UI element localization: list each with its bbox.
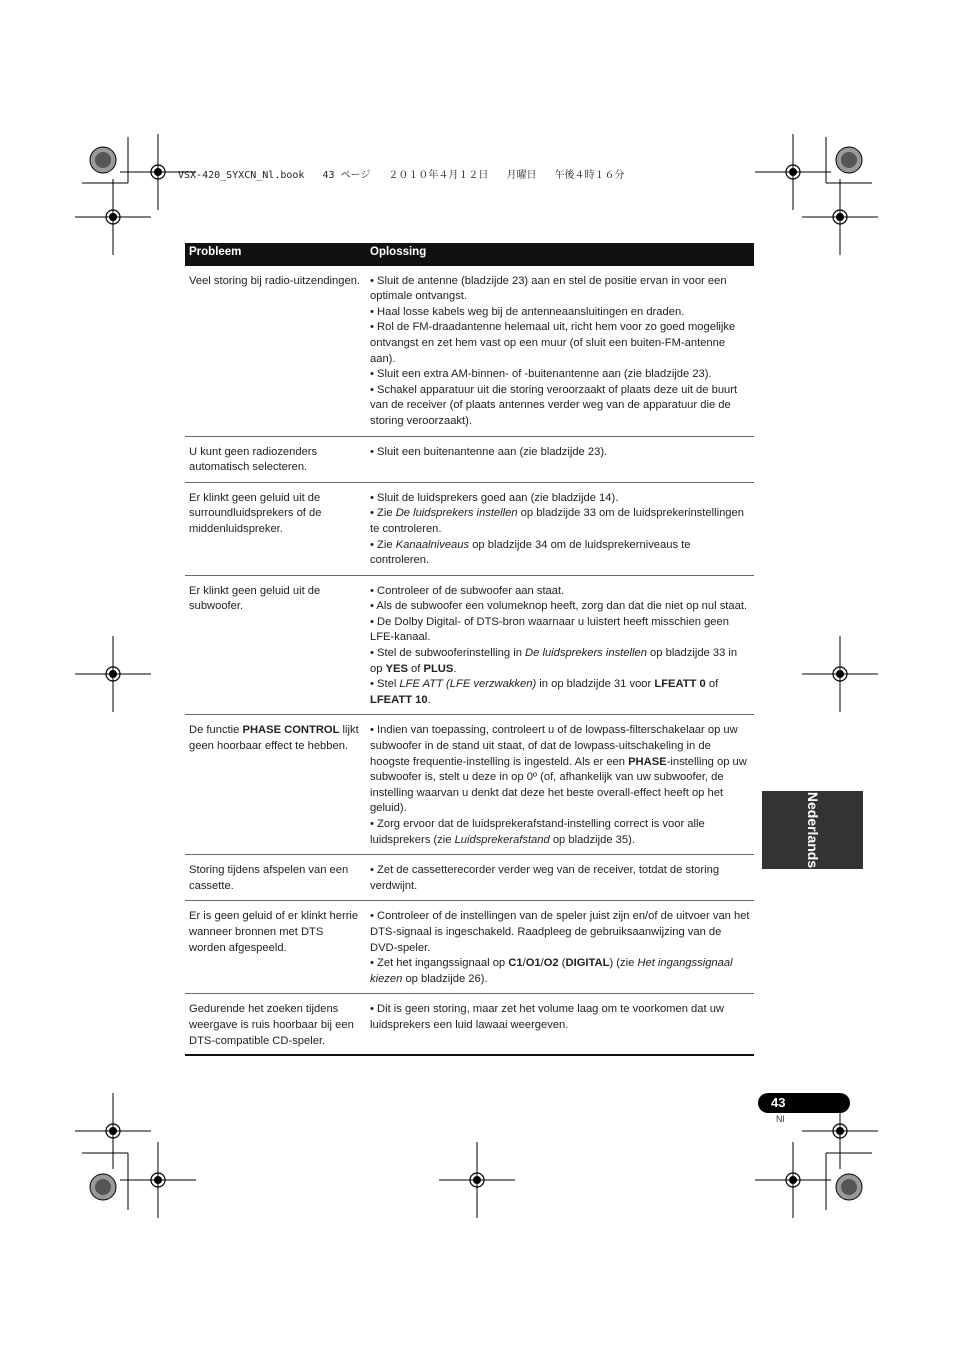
table-row	[185, 575, 754, 715]
solution-item: • Sluit een buitenantenne aan (zie bladzijde 23).	[370, 445, 608, 458]
solution-cell	[366, 994, 754, 1055]
problem-cell: U kunt geen radiozenders automatisch selecteren.	[185, 436, 366, 482]
crosshair-icon	[802, 179, 878, 255]
solution-item: • Controleer of de subwoofer aan staat.	[370, 584, 565, 597]
table-row	[185, 482, 754, 575]
problem-cell: De functie PHASE CONTROL lijkt geen hoorbaar effect te hebben.	[185, 715, 366, 855]
table-row	[185, 855, 754, 901]
solution-item: • Sluit de luidsprekers goed aan (zie bladzijde 14).	[370, 491, 619, 504]
solution-item: • Schakel apparatuur uit die storing veroorzaakt of plaats deze uit de buurt van de receiver (of plaats antennes verder weg van de apparatuur die de storing veroorzaakt).	[370, 383, 738, 427]
solution-cell	[366, 715, 754, 855]
solution-cell	[366, 482, 754, 575]
crosshair-icon	[75, 1093, 151, 1169]
star-target-icon	[836, 1174, 862, 1200]
column-header-problem: Probleem	[185, 243, 366, 266]
crosshair-icon	[75, 179, 151, 255]
solution-cell	[366, 855, 754, 901]
crosshair-icon	[439, 1142, 515, 1218]
solution-cell	[366, 266, 754, 436]
column-header-solution: Oplossing	[366, 243, 754, 266]
page-number: 43	[771, 1095, 786, 1110]
solution-cell	[366, 436, 754, 482]
table-row	[185, 994, 754, 1055]
solution-cell	[366, 901, 754, 994]
star-target-icon	[836, 147, 862, 173]
star-target-icon	[90, 147, 116, 173]
crosshair-icon	[755, 134, 831, 210]
solution-item: • Zorg ervoor dat de luidsprekerafstand-instelling correct is voor alle luidsprekers (zie Luidsprekerafstand op bladzijde 35).	[370, 818, 705, 846]
table-row	[185, 901, 754, 994]
crosshair-icon	[120, 1142, 196, 1218]
solution-item: • Als de subwoofer een volumeknop heeft, zorg dan dat die niet op nul staat.	[370, 600, 748, 613]
problem-cell: Er klinkt geen geluid uit de surroundluidsprekers of de middenluidspreker.	[185, 482, 366, 575]
solution-item: • Stel de subwooferinstelling in De luidsprekers instellen op bladzijde 33 in op YES of PLUS.	[370, 647, 738, 675]
solution-item: • Indien van toepassing, controleert u of de lowpass-filterschakelaar op uw subwoofer in de stand uit staat, of dat de lowpass-uitschakeling in de hoogste frequentie-instelling is ingesteld. Als er een PHASE-instelling op uw subwoofer is, stelt u deze in op 0º (of, afhankelijk van uw subwoofer, de instelling waarvan u denkt dat deze het beste overall-effect heeft op het geluid).	[370, 724, 747, 815]
crosshair-icon	[755, 1142, 831, 1218]
table-row	[185, 715, 754, 855]
language-side-tab	[762, 791, 863, 869]
solution-cell	[366, 575, 754, 715]
solution-item: • Zet het ingangssignaal op C1/O1/O2 (DIGITAL) (zie Het ingangssignaal kiezen op bladzijde 26).	[370, 957, 733, 985]
problem-cell: Gedurende het zoeken tijdens weergave is ruis hoorbaar bij een DTS-compatible CD-speler.	[185, 994, 366, 1055]
solution-item: • Rol de FM-draadantenne helemaal uit, richt hem voor zo goed mogelijke ontvangst en zet hem vast op een muur (of sluit een buiten-FM-antenne aan).	[370, 321, 736, 365]
crosshair-icon	[120, 134, 196, 210]
solution-item: • Zet de cassetterecorder verder weg van de receiver, totdat de storing verdwijnt.	[370, 864, 720, 892]
crosshair-icon	[75, 636, 151, 712]
solution-item: • De Dolby Digital- of DTS-bron waarnaar u luistert heeft misschien geen LFE-kanaal.	[370, 615, 729, 644]
solution-item: • Controleer of de instellingen van de speler juist zijn en/of de uitvoer van het DTS-signaal is ingeschakeld. Raadpleeg de gebruiksaanwijzing van de DVD-speler.	[370, 910, 750, 954]
language-side-tab-label: Nederlands	[804, 791, 821, 869]
problem-cell: Er klinkt geen geluid uit de subwoofer.	[185, 575, 366, 715]
troubleshooting-table	[185, 243, 754, 1056]
solution-item: • Dit is geen storing, maar zet het volume laag om te voorkomen dat uw luidsprekers een luid lawaai weergeven.	[370, 1003, 725, 1031]
crosshair-icon	[802, 636, 878, 712]
solution-item: • Zie Kanaalniveaus op bladzijde 34 om de luidsprekerniveaus te controleren.	[370, 538, 691, 567]
page-language-code: Nl	[776, 1114, 785, 1124]
solution-item: • Haal losse kabels weg bij de antenneaansluitingen en draden.	[370, 305, 685, 318]
problem-cell: Er is geen geluid of er klinkt herrie wanneer bronnen met DTS worden afgespeeld.	[185, 901, 366, 994]
solution-item: • Stel LFE ATT (LFE verzwakken) in op bladzijde 31 voor LFEATT 0 of LFEATT 10.	[370, 678, 719, 706]
problem-cell: Veel storing bij radio-uitzendingen.	[185, 266, 366, 436]
solution-item: • Sluit de antenne (bladzijde 23) aan en stel de positie ervan in voor een optimale ontvangst.	[370, 274, 727, 303]
table-row	[185, 266, 754, 436]
table-header-row	[185, 243, 754, 266]
solution-item: • Zie De luidsprekers instellen op bladzijde 33 om de luidsprekerinstellingen te controleren.	[370, 507, 744, 535]
print-header: VSX-420_SYXCN_Nl.book 43 ページ ２０１０年４月１２日 月曜日 午後４時１６分	[178, 170, 625, 181]
problem-cell: Storing tijdens afspelen van een cassette.	[185, 855, 366, 901]
star-target-icon	[90, 1174, 116, 1200]
solution-item: • Sluit een extra AM-binnen- of -buitenantenne aan (zie bladzijde 23).	[370, 368, 712, 381]
table-row	[185, 436, 754, 482]
page-number-badge	[758, 1093, 850, 1113]
